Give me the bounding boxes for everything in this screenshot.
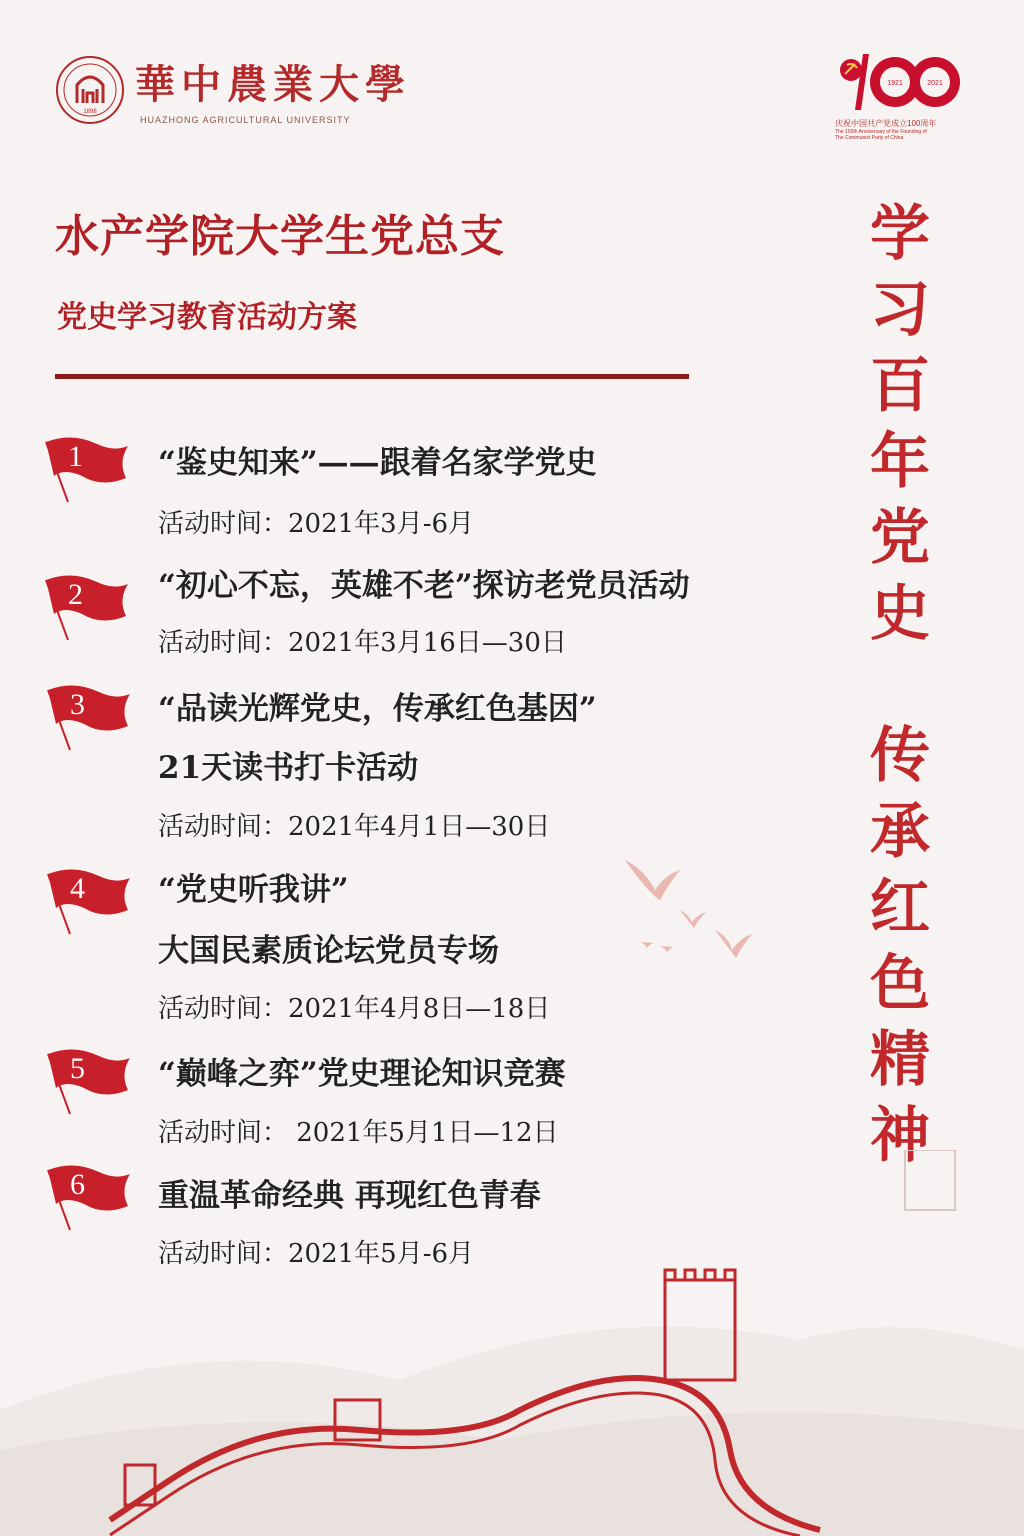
item-2-flag (42, 570, 132, 642)
item-5-time: 活动时间： 2021年5月1日—12日 (158, 1118, 559, 1148)
item-3-title-line2: 21天读书打卡活动 (158, 750, 419, 786)
item-1-number: 1 (68, 440, 83, 473)
red-flag-icon (42, 432, 132, 504)
slogan-char: 学 (870, 199, 930, 269)
item-5-title: “巅峰之弈”党史理论知识竞赛 (158, 1056, 566, 1092)
slogan-char: 习 (870, 275, 930, 345)
item-6-number: 6 (70, 1168, 85, 1201)
item-2-title: “初心不忘，英雄不老”探访老党员活动 (158, 568, 690, 604)
item-4-flag (44, 864, 134, 936)
item-5-flag (44, 1044, 134, 1116)
item-4-time: 活动时间：2021年4月8日—18日 (158, 994, 551, 1024)
slogan-char: 神 (870, 1101, 930, 1171)
anniversary-caption-en-2: The Communist Party of China (835, 135, 904, 141)
red-flag-icon (44, 864, 134, 936)
slogan-char: 承 (870, 797, 930, 867)
page-title: 水产学院大学生党总支 (55, 211, 505, 262)
university-logo (55, 55, 411, 125)
slogan-part-1 (860, 196, 940, 652)
great-wall-illustration (0, 1150, 1024, 1536)
seal-year: 1898 (83, 109, 97, 115)
item-1-flag (42, 432, 132, 504)
slogan-char: 百 (870, 351, 930, 421)
university-name-en: HUAZHONG AGRICULTURAL UNIVERSITY (140, 115, 351, 125)
item-1-title: “鉴史知来”——跟着名家学党史 (158, 445, 597, 481)
flying-birds-decoration (620, 850, 770, 970)
slogan-char: 红 (870, 873, 930, 943)
anniversary-caption-cn: 庆祝中国共产党成立100周年 (835, 119, 937, 128)
anniversary-caption-en-1: The 100th Anniversary of the Founding of (835, 129, 927, 135)
slogan-char: 党 (870, 503, 930, 573)
item-1-time: 活动时间：2021年3月-6月 (158, 509, 475, 539)
red-flag-icon (44, 1044, 134, 1116)
item-3-number: 3 (70, 688, 85, 721)
item-2-number: 2 (68, 578, 83, 611)
title-divider (55, 374, 689, 379)
page-subtitle: 党史学习教育活动方案 (57, 300, 357, 335)
item-5-number: 5 (70, 1052, 85, 1085)
slogan-char: 精 (870, 1025, 930, 1095)
item-3-time: 活动时间：2021年4月1日—30日 (158, 812, 551, 842)
item-4-title: “党史听我讲” (158, 872, 349, 908)
anniversary-year-start: 1921 (887, 80, 903, 87)
slogan-char: 史 (870, 579, 930, 649)
red-flag-icon (44, 680, 134, 752)
university-seal-icon (55, 55, 125, 125)
item-6-time: 活动时间：2021年5月-6月 (158, 1239, 475, 1269)
university-name-cn: 華中農業大學 (135, 61, 411, 108)
item-6-title: 重温革命经典 再现红色青春 (158, 1178, 541, 1214)
item-2-time: 活动时间：2021年3月16日—30日 (158, 628, 567, 658)
slogan-char: 年 (870, 427, 930, 497)
slogan-char: 色 (870, 949, 930, 1019)
anniversary-year-end: 2021 (927, 80, 943, 87)
item-4-title-line2: 大国民素质论坛党员专场 (158, 933, 499, 969)
item-4-number: 4 (70, 872, 85, 905)
slogan-char: 传 (870, 721, 930, 791)
red-flag-icon (42, 570, 132, 642)
item-3-flag (44, 680, 134, 752)
party-100-emblem-icon (835, 48, 960, 118)
slogan-part-2 (860, 718, 940, 1174)
anniversary-logo (835, 48, 975, 141)
item-3-title: “品读光辉党史，传承红色基因” (158, 691, 597, 727)
